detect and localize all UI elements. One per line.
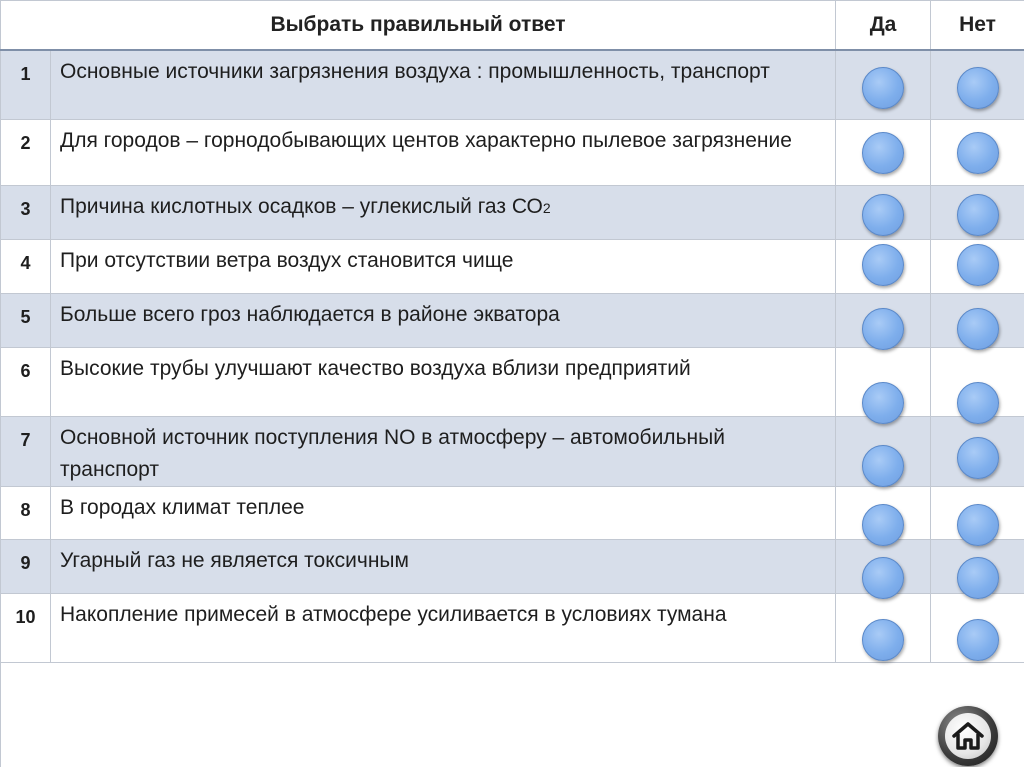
no-radio[interactable] [957,308,999,350]
row-number: 7 [1,416,51,486]
question-text: Основные источники загрязнения воздуха : промышленность, транспорт [51,50,836,119]
no-cell [931,416,1024,486]
table-row [1,50,1024,119]
no-cell [931,347,1024,416]
no-radio[interactable] [957,619,999,661]
yes-cell [836,486,931,539]
table-row [1,486,1024,539]
table-row [1,119,1024,185]
yes-radio[interactable] [862,504,904,546]
home-icon [946,714,990,758]
question-text: Основной источник поступления NO в атмосферу – автомобильный транспорт [51,416,836,486]
yes-radio[interactable] [862,557,904,599]
no-radio[interactable] [957,194,999,236]
no-radio[interactable] [957,557,999,599]
column-header-question: Выбрать правильный ответ [1,1,836,51]
row-number: 6 [1,347,51,416]
row-number: 9 [1,539,51,593]
yes-cell [836,185,931,239]
column-header-yes: Да [836,1,931,51]
no-radio[interactable] [957,67,999,109]
no-cell [931,593,1024,662]
table-row [1,293,1024,347]
row-number: 1 [1,50,51,119]
row-number: 5 [1,293,51,347]
row-number: 10 [1,593,51,662]
yes-cell [836,239,931,293]
no-cell [931,539,1024,593]
yes-radio[interactable] [862,194,904,236]
no-radio[interactable] [957,132,999,174]
no-radio[interactable] [957,504,999,546]
no-cell [931,185,1024,239]
yes-radio[interactable] [862,244,904,286]
yes-radio[interactable] [862,67,904,109]
question-text: В городах климат теплее [51,486,836,539]
page-border-line [0,662,1,767]
table-row [1,347,1024,416]
yes-radio[interactable] [862,308,904,350]
no-radio[interactable] [957,244,999,286]
no-radio[interactable] [957,382,999,424]
yes-cell [836,539,931,593]
question-text [51,185,836,239]
table-row [1,416,1024,486]
header-row [1,1,1024,51]
subscript: 2 [542,199,551,216]
row-number: 2 [1,119,51,185]
question-text: Высокие трубы улучшают качество воздуха вблизи предприятий [51,347,836,416]
yes-radio[interactable] [862,132,904,174]
question-text: Угарный газ не является токсичным [51,539,836,593]
no-cell [931,293,1024,347]
yes-cell [836,416,931,486]
yes-cell [836,293,931,347]
row-number: 3 [1,185,51,239]
question-text: Больше всего гроз наблюдается в районе экватора [51,293,836,347]
no-cell [931,119,1024,185]
no-cell [931,486,1024,539]
table-row [1,539,1024,593]
table-row [1,239,1024,293]
yes-cell [836,50,931,119]
question-text: Накопление примесей в атмосфере усиливается в условиях тумана [51,593,836,662]
no-cell [931,239,1024,293]
home-button[interactable] [938,706,998,766]
yes-cell [836,593,931,662]
no-cell [931,50,1024,119]
yes-radio[interactable] [862,445,904,487]
table-row [1,185,1024,239]
table-row [1,593,1024,662]
row-number: 4 [1,239,51,293]
yes-radio[interactable] [862,382,904,424]
question-text: Для городов – горнодобывающих центов характерно пылевое загрязнение [51,119,836,185]
yes-cell [836,119,931,185]
yes-cell [836,347,931,416]
row-number: 8 [1,486,51,539]
column-header-no: Нет [931,1,1024,51]
yes-radio[interactable] [862,619,904,661]
question-text: При отсутствии ветра воздух становится чище [51,239,836,293]
no-radio[interactable] [957,437,999,479]
question-text-main: Причина кислотных осадков – углекислый газ СО [60,194,543,218]
